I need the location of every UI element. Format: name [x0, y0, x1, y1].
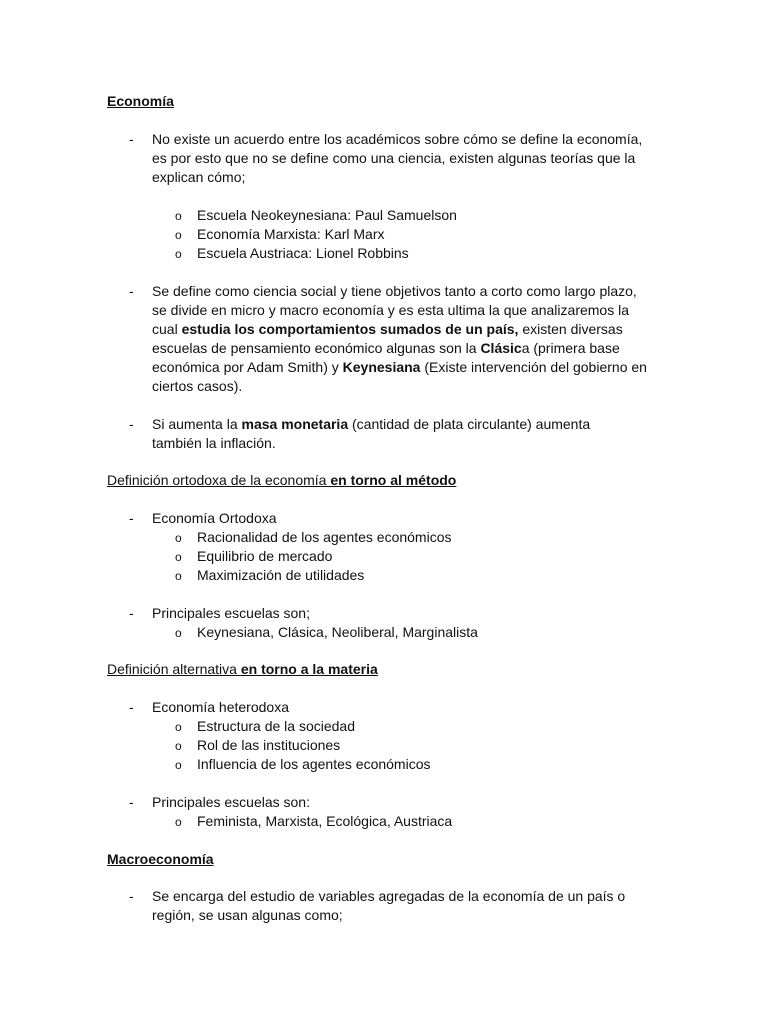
bold-text: en torno a la materia: [240, 661, 378, 677]
paragraph-line: [152, 320, 623, 339]
heading-definicion-ortodoxa: [107, 471, 456, 490]
list-label: Principales escuelas son:: [152, 794, 310, 810]
paragraph-line: ciertos casos).: [152, 378, 243, 394]
circle-bullet: o: [175, 626, 182, 640]
list-item: Keynesiana, Clásica, Neoliberal, Marginalista: [197, 624, 478, 640]
list-item: Escuela Neokeynesiana: Paul Samuelson: [197, 207, 457, 223]
circle-bullet: o: [175, 758, 182, 772]
circle-bullet: o: [175, 569, 182, 583]
heading-economia: Economía: [107, 93, 174, 109]
text-run: a (primera base: [521, 340, 620, 356]
paragraph-line: [152, 358, 647, 377]
paragraph-line: [152, 415, 590, 434]
text-run: Definición ortodoxa de la economía: [107, 472, 331, 488]
list-item: Feminista, Marxista, Ecológica, Austriaca: [197, 813, 453, 829]
bold-text: Clásic: [480, 340, 522, 356]
list-item: Rol de las instituciones: [197, 737, 341, 753]
circle-bullet: o: [175, 739, 182, 753]
circle-bullet: o: [175, 228, 182, 242]
bold-text: estudia los comportamientos sumados de un país,: [181, 321, 519, 337]
dash-bullet: -: [129, 605, 134, 621]
list-item: Estructura de la sociedad: [197, 718, 355, 734]
dash-bullet: -: [129, 888, 134, 904]
text-run: (Existe intervención del gobierno en: [420, 359, 647, 375]
dash-bullet: -: [129, 794, 134, 810]
text-run: (cantidad de plata circulante) aumenta: [348, 416, 591, 432]
circle-bullet: o: [175, 209, 182, 223]
circle-bullet: o: [175, 815, 182, 829]
dash-bullet: -: [129, 416, 134, 432]
paragraph-line: se divide en micro y macro economía y es esta ultima la que analizaremos la: [152, 302, 629, 318]
bold-text: en torno al método: [330, 472, 457, 488]
paragraph-line: No existe un acuerdo entre los académicos sobre cómo se define la economía,: [152, 131, 643, 147]
list-label: Principales escuelas son;: [152, 605, 310, 621]
list-item: Economía Marxista: Karl Marx: [197, 226, 385, 242]
list-label: Economía Ortodoxa: [152, 510, 277, 526]
bold-text: Keynesiana: [342, 359, 421, 375]
circle-bullet: o: [175, 550, 182, 564]
dash-bullet: -: [129, 699, 134, 715]
paragraph-line: también la inflación.: [152, 435, 276, 451]
bold-text: masa monetaria: [241, 416, 349, 432]
text-run: económica por Adam Smith) y: [152, 359, 343, 375]
list-item: Racionalidad de los agentes económicos: [197, 529, 452, 545]
text-run: cual: [152, 321, 182, 337]
list-item: Escuela Austriaca: Lionel Robbins: [197, 245, 409, 261]
paragraph-line: región, se usan algunas como;: [152, 907, 343, 923]
list-label: Economía heterodoxa: [152, 699, 289, 715]
list-item: Influencia de los agentes económicos: [197, 756, 431, 772]
heading-macroeconomia: Macroeconomía: [107, 851, 214, 867]
circle-bullet: o: [175, 531, 182, 545]
circle-bullet: o: [175, 720, 182, 734]
heading-definicion-alternativa: [107, 660, 378, 679]
text-run: escuelas de pensamiento económico algunas son la: [152, 340, 481, 356]
dash-bullet: -: [129, 131, 134, 147]
dash-bullet: -: [129, 283, 134, 299]
dash-bullet: -: [129, 510, 134, 526]
paragraph-line: [152, 339, 620, 358]
paragraph-line: Se encarga del estudio de variables agregadas de la economía de un país o: [152, 888, 626, 904]
circle-bullet: o: [175, 247, 182, 261]
text-run: existen diversas: [518, 321, 623, 337]
text-run: Definición alternativa: [107, 661, 241, 677]
list-item: Maximización de utilidades: [197, 567, 365, 583]
paragraph-line: Se define como ciencia social y tiene objetivos tanto a corto como largo plazo,: [152, 283, 637, 299]
list-item: Equilibrio de mercado: [197, 548, 333, 564]
paragraph-line: explican cómo;: [152, 169, 246, 185]
text-run: Si aumenta la: [152, 416, 242, 432]
paragraph-line: es por esto que no se define como una ciencia, existen algunas teorías que la: [152, 150, 636, 166]
